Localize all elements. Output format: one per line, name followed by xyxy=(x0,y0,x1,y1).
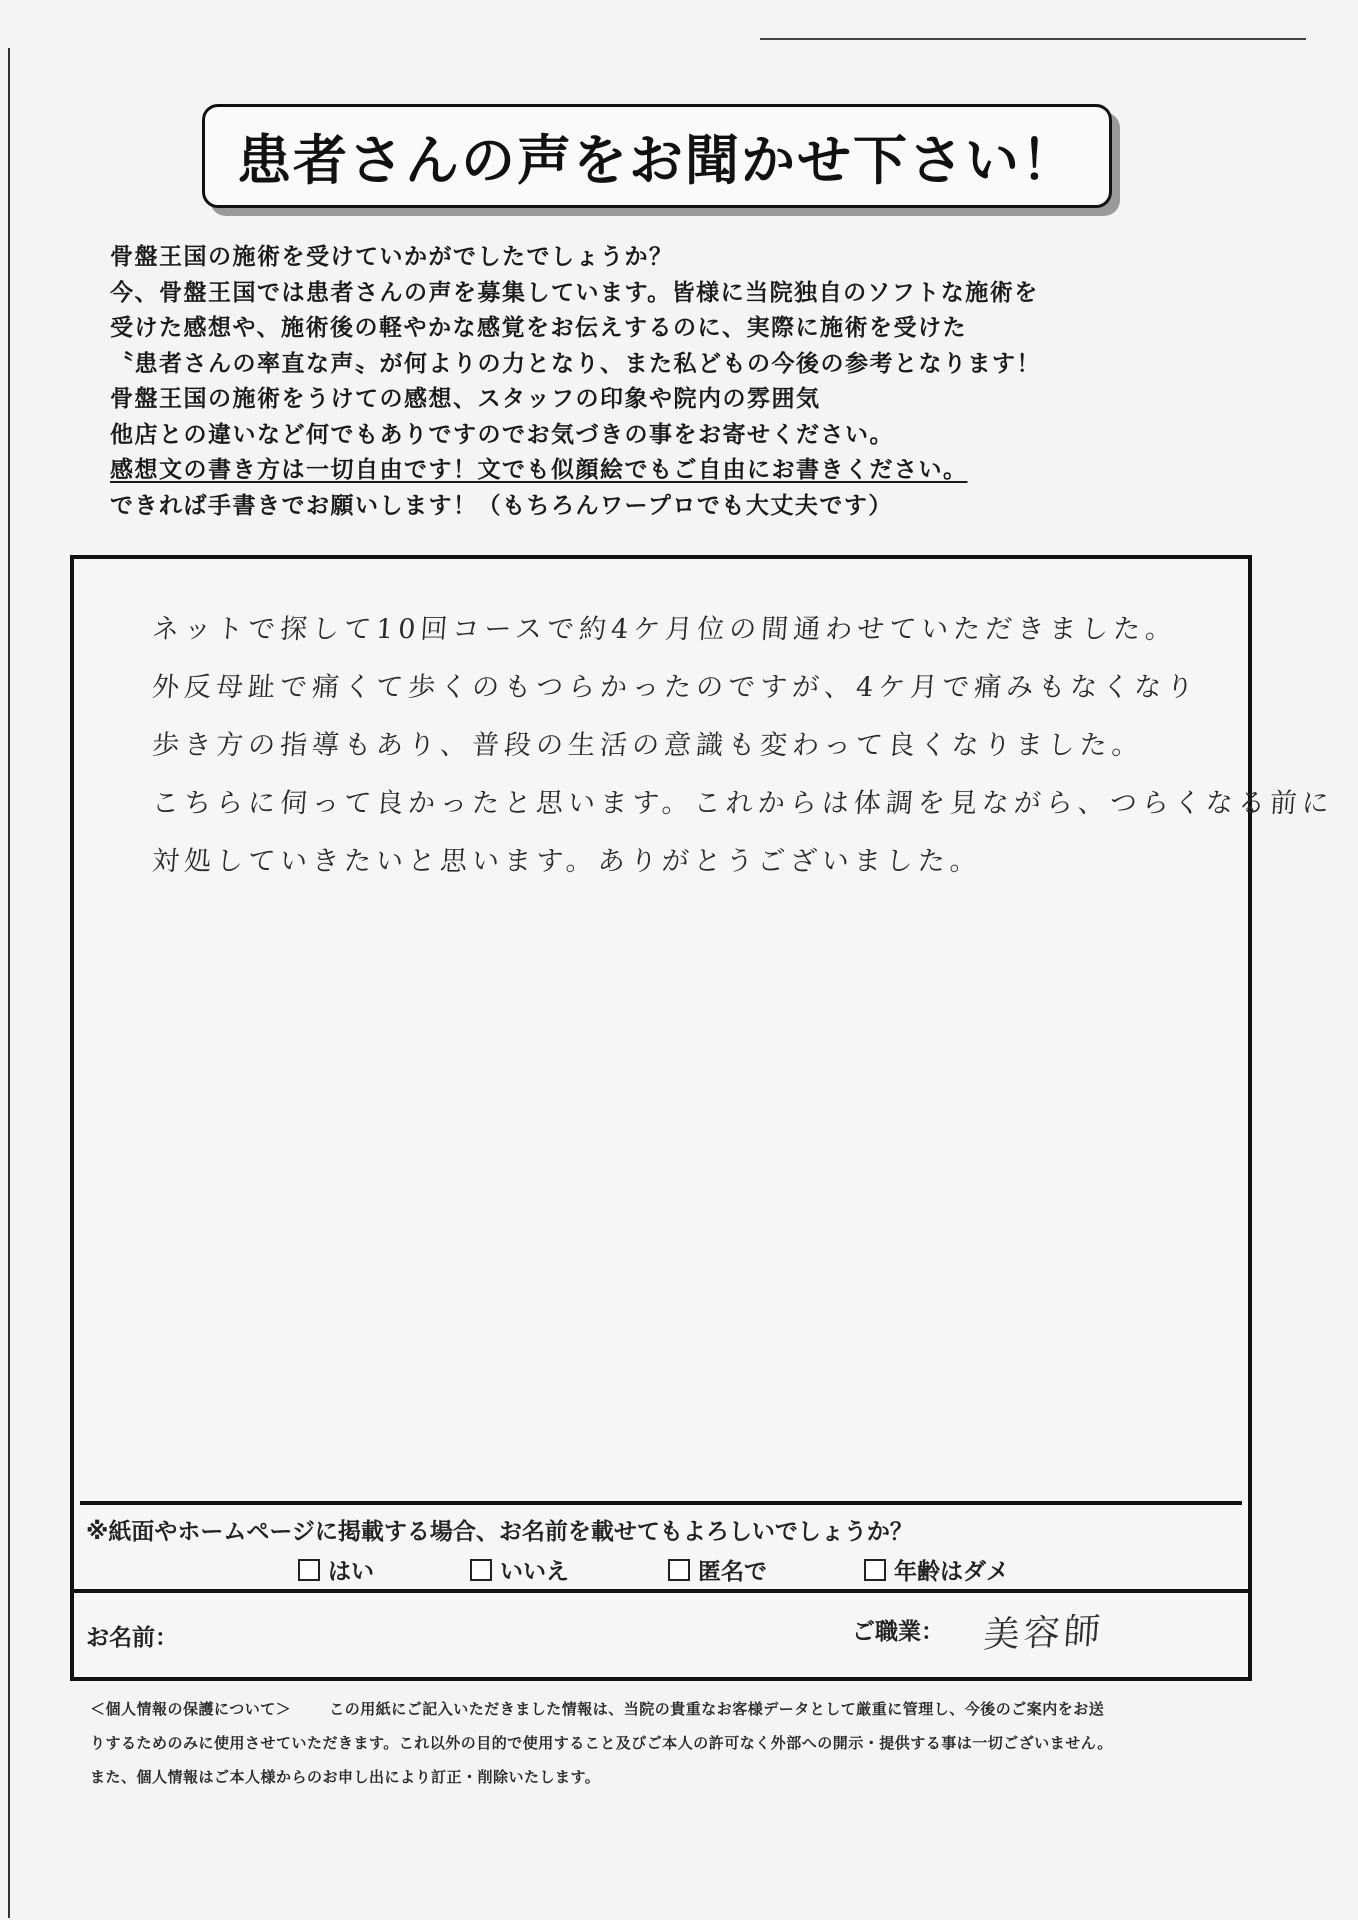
intro-line: 受けた感想や、施術後の軽やかな感覚をお伝えするのに、実際に施術を受けた xyxy=(110,315,968,341)
privacy-line xyxy=(90,1692,1260,1726)
consent-option-yes[interactable] xyxy=(298,1553,374,1586)
privacy-heading: ＜個人情報の保護について＞ xyxy=(90,1700,292,1718)
name-label: お名前： xyxy=(86,1625,178,1651)
title-box xyxy=(202,104,1112,208)
consent-option-anonymous[interactable] xyxy=(668,1553,767,1586)
privacy-line: りするためのみに使用させていただきます。これ以外の目的で使用すること及びご本人の許可なく外部への開示・提供する事は一切ございません。 xyxy=(90,1734,1113,1752)
option-label: 年齢はダメ xyxy=(894,1559,1009,1585)
intro-line: できれば手書きでお願いします！（もちろんワープロでも大丈夫です） xyxy=(110,492,893,519)
checkbox-icon[interactable] xyxy=(864,1559,886,1581)
intro-line: 今、骨盤王国では患者さんの声を募集しています。皆様に当院独自のソフトな施術を xyxy=(110,279,1039,306)
comment-line: 対処していきたいと思います。ありがとうございました。 xyxy=(150,846,983,877)
intro-line: 骨盤王国の施術を受けていかがでしたでしょうか？ xyxy=(110,244,674,270)
name-consent-section xyxy=(74,1505,1248,1593)
intro-line: 他店との違いなど何でもありですのでお気づきの事をお寄せください。 xyxy=(110,421,894,448)
privacy-notice xyxy=(90,1692,1260,1794)
comment-line: こちらに伺って良かったと思います。これからは体調を見ながら、つらくなる前に xyxy=(150,788,1335,819)
checkbox-icon[interactable] xyxy=(668,1559,690,1581)
scan-edge-line xyxy=(8,48,10,1918)
name-job-row xyxy=(74,1593,1248,1677)
consent-option-no-age[interactable] xyxy=(864,1553,1009,1586)
comment-line: ネットで探して10回コースで約4ケ月位の間通わせていただきました。 xyxy=(150,614,1179,645)
checkbox-icon[interactable] xyxy=(298,1559,320,1581)
intro-line: 骨盤王国の施術をうけての感想、スタッフの印象や院内の雰囲気 xyxy=(110,386,821,412)
comment-line: 歩き方の指導もあり、普段の生活の意識も変わって良くなりました。 xyxy=(150,730,1145,761)
page-title: 患者さんの声をお聞かせ下さい！ xyxy=(237,128,1077,192)
checkbox-icon[interactable] xyxy=(470,1559,492,1581)
intro-line: 〝患者さんの率直な声〟が何よりの力となり、また私どもの今後の参考となります！ xyxy=(110,350,1041,377)
scan-top-line xyxy=(760,38,1306,40)
job-label: ご職業： xyxy=(852,1619,944,1645)
consent-option-no[interactable] xyxy=(470,1553,569,1586)
option-label: はい xyxy=(328,1559,374,1585)
option-label: 匿名で xyxy=(698,1559,767,1585)
intro-text xyxy=(110,240,1210,524)
job-value: 美容師 xyxy=(982,1610,1106,1657)
comment-line: 外反母趾で痛くて歩くのもつらかったのですが、4ケ月で痛みもなくなり xyxy=(150,672,1200,703)
feedback-form xyxy=(70,555,1335,1681)
privacy-text: この用紙にご記入いただきました情報は、当院の貴重なお客様データとして厳重に管理し、今後のご案内をお送 xyxy=(329,1700,1105,1718)
privacy-line: また、個人情報はご本人様からのお申し出により訂正・削除いたします。 xyxy=(90,1768,601,1786)
comment-area[interactable] xyxy=(80,563,1335,1505)
handwritten-comment xyxy=(150,601,1335,891)
option-label: いいえ xyxy=(500,1559,569,1585)
intro-line-emphasis: 感想文の書き方は一切自由です！文でも似顔絵でもご自由にお書きください。 xyxy=(110,457,968,483)
consent-question: ※紙面やホームページに掲載する場合、お名前を載せてもよろしいでしょうか？ xyxy=(86,1519,913,1545)
